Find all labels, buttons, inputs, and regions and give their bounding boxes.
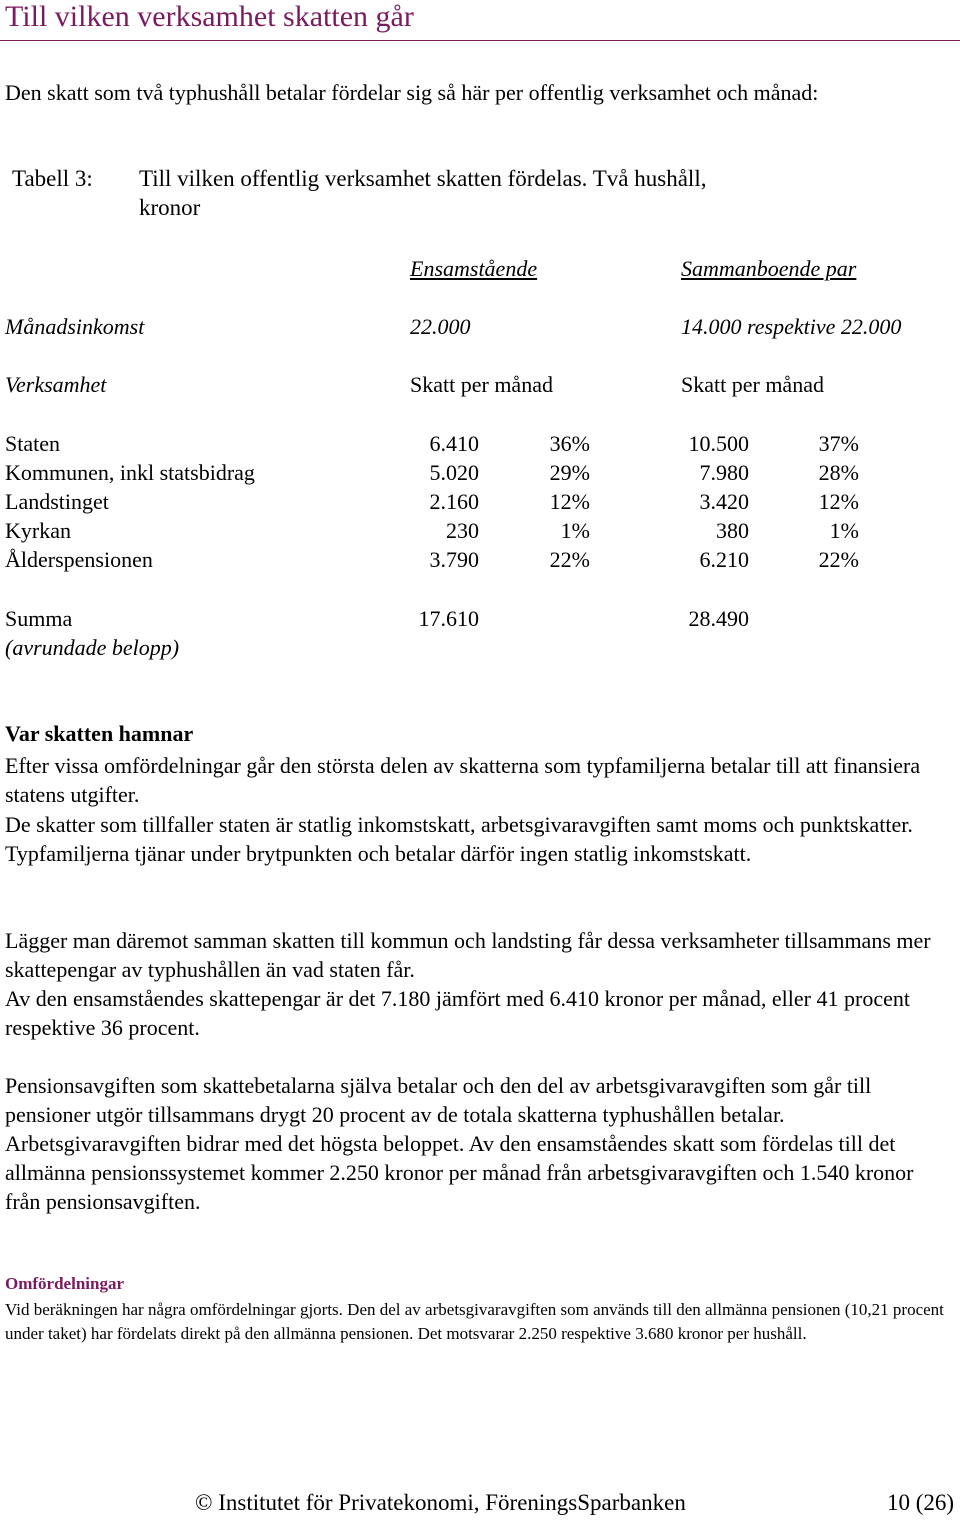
- sum-couple: 28.490: [688, 606, 749, 631]
- sum-note: (avrundade belopp): [5, 635, 180, 660]
- table-row-couple-percent: 37%: [818, 431, 859, 456]
- income-couple: 14.000 respektive 22.000: [681, 314, 902, 339]
- title-divider: [0, 40, 960, 41]
- table-row-single-amount: 6.410: [429, 431, 479, 456]
- tax-label-couple: Skatt per månad: [681, 372, 824, 397]
- table-row-couple-amount: 6.210: [699, 547, 749, 572]
- note-heading: Omfördelningar: [5, 1274, 124, 1293]
- table-row-single-percent: 29%: [549, 460, 590, 485]
- table-row-name: Kommunen, inkl statsbidrag: [5, 460, 255, 485]
- activity-label: Verksamhet: [5, 372, 107, 397]
- table-row-single-amount: 230: [446, 518, 479, 543]
- tax-label-single: Skatt per månad: [410, 372, 553, 397]
- table-row-couple-percent: 12%: [818, 489, 859, 514]
- table-row-single-percent: 12%: [549, 489, 590, 514]
- intro-text: Den skatt som två typhushåll betalar fördelar sig så här per offentlig verksamhet och månad:: [5, 80, 819, 105]
- table-row-single-percent: 22%: [549, 547, 590, 572]
- column-header-single: Ensamstående: [410, 256, 538, 281]
- table-row-couple-percent: 1%: [829, 518, 859, 543]
- footer-page-number: 10 (26): [887, 1490, 955, 1515]
- footer-organization: © Institutet för Privatekonomi, FöreningsSparbanken: [195, 1490, 686, 1515]
- table-row-couple-amount: 3.420: [699, 489, 749, 514]
- table-row-couple-amount: 7.980: [699, 460, 749, 485]
- table-row-single-percent: 1%: [560, 518, 590, 543]
- table-row-name: Ålderspensionen: [5, 547, 153, 572]
- table-caption-line1: Till vilken offentlig verksamhet skatten fördelas. Två hushåll,: [139, 166, 707, 191]
- paragraph-3: Lägger man däremot samman skatten till kommun och landsting får dessa verksamheter tillsammans mer skattepengar av typhushållen än vad staten får.: [5, 928, 931, 982]
- table-row-name: Landstinget: [5, 489, 109, 514]
- table-caption-line2: kronor: [139, 195, 201, 220]
- paragraph-5: Pensionsavgiften som skattebetalarna själva betalar och den del av arbetsgivaravgiften som går till pensioner utgör tillsammans drygt 20 procent av de totala skatterna typhushållen betalar. Arbetsgivaravgiften bidrar med det högsta beloppet. Av den ensamståendes skatt som fördelas till det allmänna pensionssystemet kommer 2.250 kronor per månad från arbetsgivaravgiften och 1.540 kronor från pensionsavgiften.: [5, 1073, 914, 1214]
- sum-label: Summa: [5, 606, 73, 631]
- paragraph-4: Av den ensamståendes skattepengar är det 7.180 jämfört med 6.410 kronor per månad, eller 41 procent respektive 36 procent.: [5, 986, 910, 1040]
- table-row-couple-percent: 28%: [818, 460, 859, 485]
- table-row-single-amount: 5.020: [429, 460, 479, 485]
- table-row-couple-amount: 10.500: [688, 431, 749, 456]
- paragraph-1: Efter vissa omfördelningar går den största delen av skatterna som typfamiljerna betalar till att finansiera statens utgifter.: [5, 753, 921, 807]
- sum-single: 17.610: [418, 606, 479, 631]
- paragraph-2: De skatter som tillfaller staten är statlig inkomstskatt, arbetsgivaravgiften samt moms och punktskatter. Typfamiljerna tjänar under brytpunkten och betalar därför ingen statlig inkomstskatt.: [5, 812, 913, 866]
- table-row-name: Staten: [5, 431, 60, 456]
- table-row-couple-amount: 380: [716, 518, 749, 543]
- income-single: 22.000: [410, 314, 471, 339]
- column-header-couple: Sammanboende par: [681, 256, 857, 281]
- section-heading: Var skatten hamnar: [5, 721, 194, 746]
- note-text: Vid beräkningen har några omfördelningar gjorts. Den del av arbetsgivaravgiften som används till den allmänna pensionen (10,21 procent under taket) har fördelats direkt på den allmänna pensionen. Det motsvarar 2.250 respektive 3.680 kronor per hushåll.: [5, 1300, 944, 1343]
- income-label: Månadsinkomst: [5, 314, 145, 339]
- page-title: Till vilken verksamhet skatten går: [5, 0, 414, 33]
- table-row-name: Kyrkan: [5, 518, 71, 543]
- table-row-couple-percent: 22%: [818, 547, 859, 572]
- table-row-single-amount: 3.790: [429, 547, 479, 572]
- table-row-single-amount: 2.160: [429, 489, 479, 514]
- table-row-single-percent: 36%: [549, 431, 590, 456]
- table-caption-label: Tabell 3:: [12, 166, 93, 191]
